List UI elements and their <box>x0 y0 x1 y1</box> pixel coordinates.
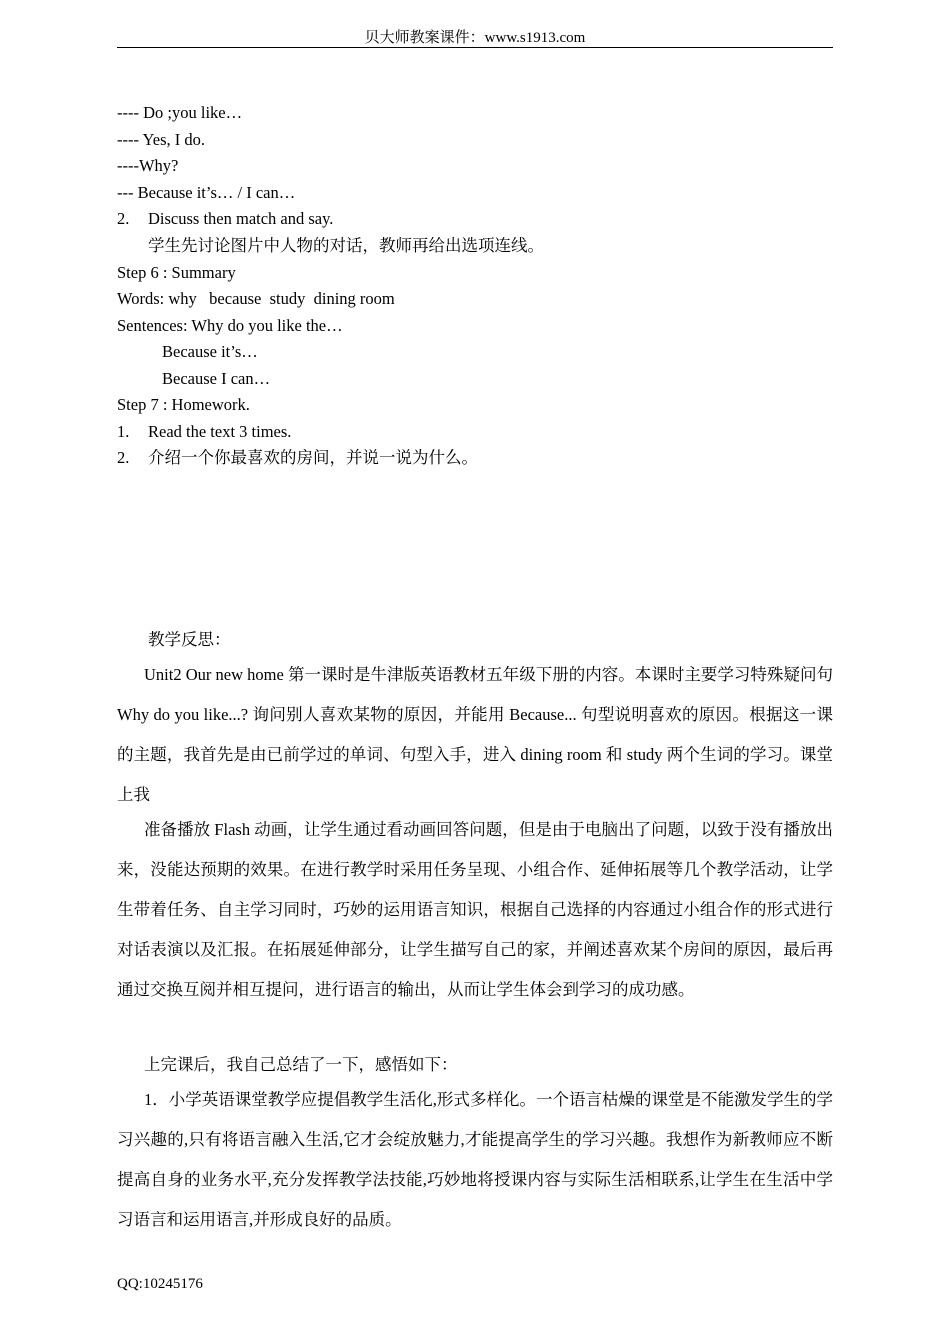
homework-item-1-text: Read the text 3 times. <box>148 422 292 441</box>
homework-step: Step 7 : Homework. <box>117 395 250 414</box>
dialogue-line-3: ----Why? <box>117 156 179 175</box>
summary-sentence-because-i-can: Because I can… <box>162 369 271 388</box>
page-footer-contact: QQ:10245176 <box>117 1276 203 1292</box>
reflection-title: 教学反思： <box>148 630 231 649</box>
page-header: 贝大师教案课件：www.s1913.com <box>364 30 586 46</box>
summary-sentence-because-its: Because it’s… <box>162 342 258 361</box>
discuss-number: 2. <box>117 209 130 228</box>
dialogue-line-2: ---- Yes, I do. <box>117 130 205 149</box>
reflection-paragraph-3: 上完课后，我自己总结了一下，感悟如下： <box>144 1055 458 1074</box>
discuss-note: 学生先讨论图片中人物的对话，教师再给出选项连线。 <box>148 236 544 255</box>
homework-item-1-number: 1. <box>117 422 130 441</box>
header-divider <box>117 47 833 48</box>
reflection-paragraph-1: Unit2 Our new home 第一课时是牛津版英语教材五年级下册的内容。本课时主要学习特殊疑问句 Why do you like...? 询问别人喜欢某物的原因，并能用 Because... 句型说明喜欢的原因。根据这一课的主题，我首先是由已前学过的单词、句型入手，进入 dining room 和 study 两个生词的学习。课堂上我 <box>117 665 833 804</box>
dialogue-line-1: ---- Do ;you like… <box>117 103 243 122</box>
reflection-paragraph-2: 准备播放 Flash 动画，让学生通过看动画回答问题，但是由于电脑出了问题，以致于没有播放出来，没能达预期的效果。在进行教学时采用任务呈现、小组合作、延伸拓展等几个教学活动，让学生带着任务、自主学习同时，巧妙的运用语言知识，根据自己选择的内容通过小组合作的形式进行对话表演以及汇报。在拓展延伸部分，让学生描写自己的家，并阐述喜欢某个房间的原因，最后再通过交换互阅并相互提问，进行语言的输出，从而让学生体会到学习的成功感。 <box>117 820 833 999</box>
summary-sentences: Sentences: Why do you like the… <box>117 316 343 335</box>
homework-item-2-number: 2. <box>117 448 130 467</box>
discuss-text: Discuss then match and say. <box>148 209 334 228</box>
homework-item-2-text: 介绍一个你最喜欢的房间，并说一说为什么。 <box>148 448 478 467</box>
summary-words: Words: why because study dining room <box>117 289 395 308</box>
summary-step: Step 6 : Summary <box>117 263 236 282</box>
dialogue-line-4: --- Because it’s… / I can… <box>117 183 296 202</box>
reflection-paragraph-4: 1．小学英语课堂教学应提倡教学生活化,形式多样化。一个语言枯燥的课堂是不能激发学生的学习兴趣的,只有将语言融入生活,它才会绽放魅力,才能提高学生的学习兴趣。我想作为新教师应不断提高自身的业务水平,充分发挥教学法技能,巧妙地将授课内容与实际生活相联系,让学生在生活中学习语言和运用语言,并形成良好的品质。 <box>117 1090 833 1229</box>
